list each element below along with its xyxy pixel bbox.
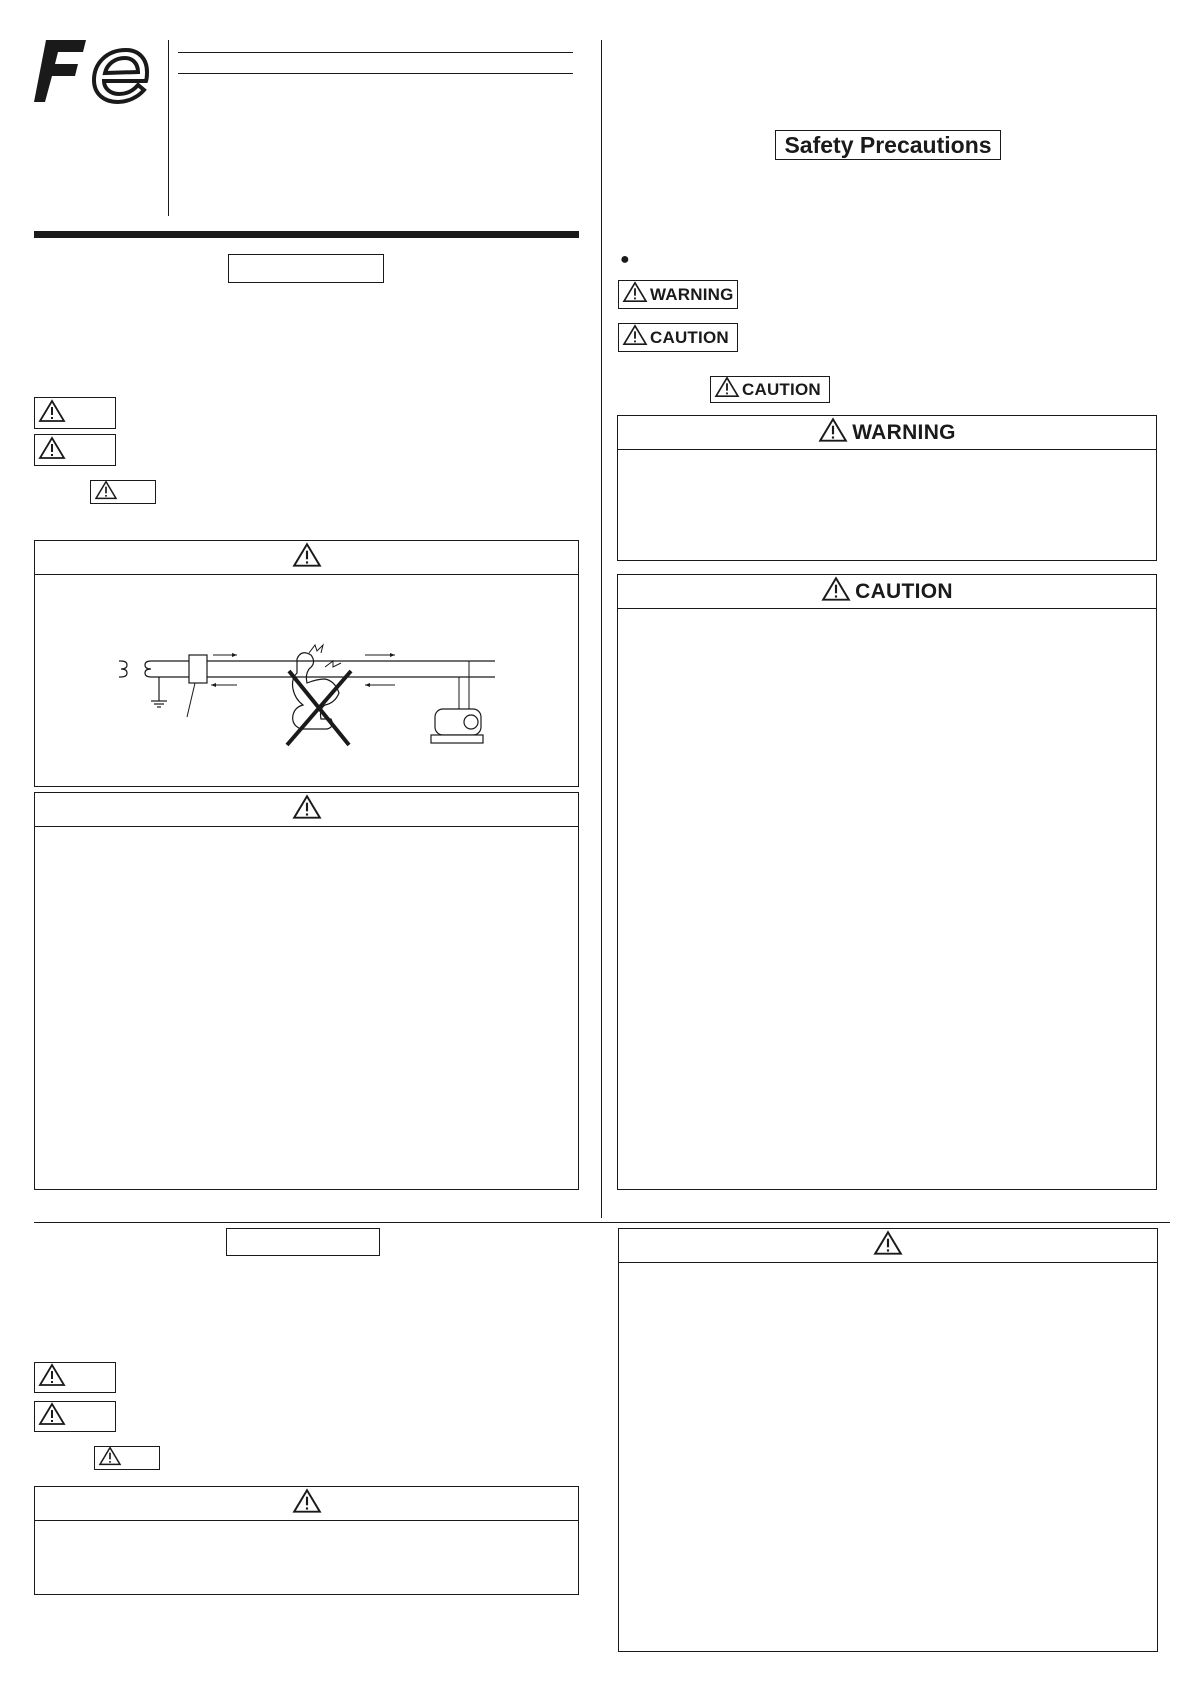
warning-triangle-icon [292, 1488, 322, 1519]
section-title-box-top [228, 254, 384, 283]
header-divider [168, 40, 169, 216]
warning-triangle-icon [622, 324, 648, 351]
legend-caution-label: CAUTION [650, 327, 729, 347]
warning-triangle-icon [818, 417, 848, 448]
warning-triangle-icon [38, 399, 66, 428]
warning-box-right [617, 415, 1157, 561]
header-thick-rule [34, 231, 579, 238]
brand-logo [34, 36, 150, 106]
legend-warning-tag [618, 280, 738, 309]
warning-triangle-icon [38, 1363, 66, 1392]
warning-triangle-icon [38, 1402, 66, 1431]
warning-triangle-icon [38, 436, 66, 465]
column-divider [601, 40, 602, 1218]
caution-box-right-bottom-header [619, 1229, 1157, 1263]
caution-box-left-top-header [35, 793, 578, 827]
warning-triangle-icon [292, 794, 322, 825]
inline-caution-tag [710, 376, 830, 403]
legend-warning-tag-top [34, 397, 116, 429]
section-title-box-bottom [226, 1228, 380, 1256]
inline-caution-tag-top [90, 480, 156, 504]
caution-box-right-bottom [618, 1228, 1158, 1652]
warning-box-right-header [618, 416, 1156, 450]
legend-warning-label: WARNING [650, 284, 734, 304]
caution-box-right-header [618, 575, 1156, 609]
warning-box-left-top [34, 540, 579, 787]
warning-triangle-icon [622, 281, 648, 308]
fe-logo-icon [34, 36, 150, 106]
safety-precautions-title: Safety Precautions [775, 130, 1001, 160]
section-divider [34, 1222, 1170, 1223]
header-rule-2 [178, 73, 573, 74]
warning-box-left-bottom-header [35, 1487, 578, 1521]
caution-box-right-label: CAUTION [855, 579, 953, 603]
legend-caution-tag-top [34, 434, 116, 466]
legend-caution-tag [618, 323, 738, 352]
warning-box-left-top-header [35, 541, 578, 575]
legend-bullet: ● [620, 251, 630, 268]
caution-box-left-top [34, 792, 579, 1190]
warning-triangle-icon [94, 480, 118, 505]
warning-box-left-bottom [34, 1486, 579, 1595]
legend-caution-tag-bottom [34, 1401, 116, 1432]
warning-triangle-icon [292, 542, 322, 573]
warning-triangle-icon [873, 1230, 903, 1261]
caution-box-right [617, 574, 1157, 1190]
header-rule-1 [178, 52, 573, 53]
warning-triangle-icon [821, 576, 851, 607]
electric-shock-diagram [119, 641, 499, 781]
inline-caution-label: CAUTION [742, 379, 821, 399]
warning-triangle-icon [98, 1446, 122, 1471]
inline-caution-tag-bottom [94, 1446, 160, 1470]
warning-triangle-icon [714, 376, 740, 403]
warning-box-right-label: WARNING [852, 420, 956, 444]
legend-warning-tag-bottom [34, 1362, 116, 1393]
